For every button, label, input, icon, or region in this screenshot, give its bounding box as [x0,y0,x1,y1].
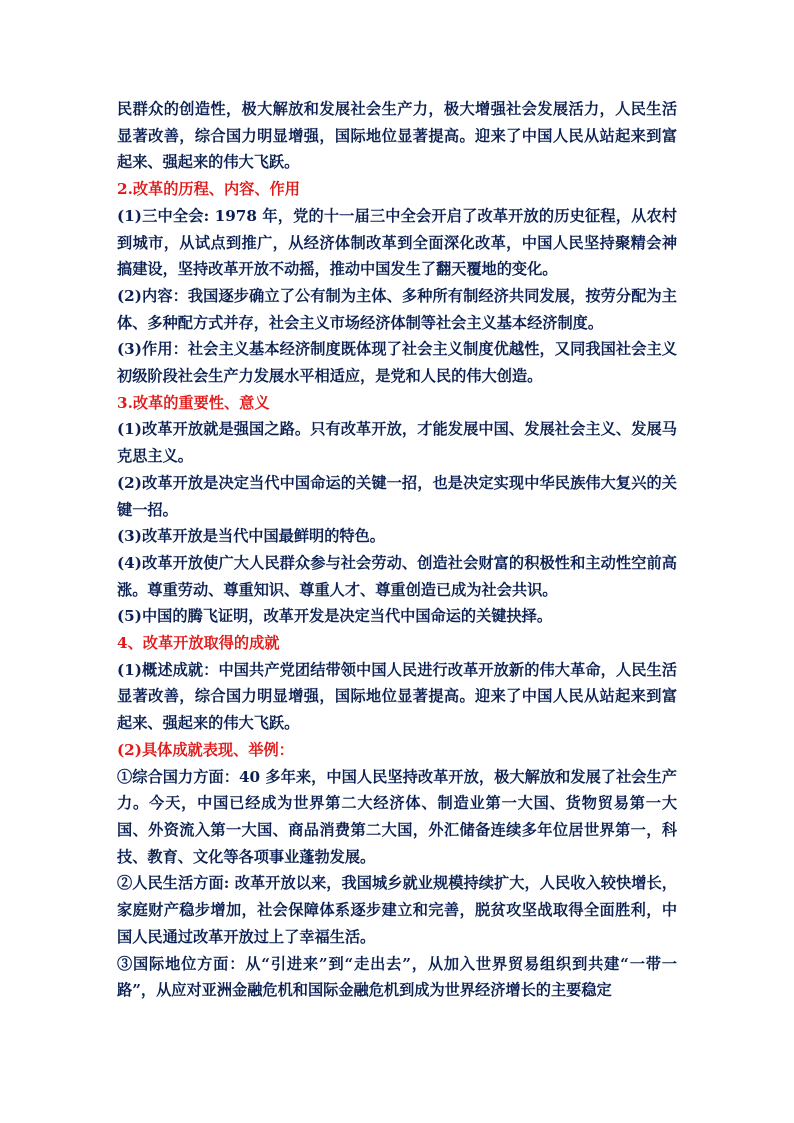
paragraph: (2)改革开放是决定当代中国命运的关键一招，也是决定实现中华民族伟大复兴的关键一招。 [117,473,677,519]
paragraph: ②人民生活方面: 改革开放以来，我国城乡就业规模持续扩大，人民收入较快增长，家庭财产稳步增加，社会保障体系逐步建立和完善，脱贫攻坚战取得全面胜利，中国人民通过改革开放过上了幸福生活。 [117,874,677,946]
paragraph: (4)改革开放使广大人民群众参与社会劳动、创造社会财富的积极性和主动性空前高涨。尊重劳动、尊重知识、尊重人才、尊重创造已成为社会共识。 [117,553,677,599]
section-heading: 3.改革的重要性、意义 [117,393,270,412]
section-heading: 2.改革的历程、内容、作用 [117,180,300,199]
paragraph: ③国际地位方面：从“引进来”到“走出去”，从加入世界贸易组织到共建“一带一路”，从应对亚洲金融危机和国际金融危机到成为世界经济增长的主要稳定 [117,954,677,1000]
paragraph: 民群众的创造性，极大解放和发展社会生产力，极大增强社会发展活力，人民生活显著改善，综合国力明显增强，国际地位显著提高。迎来了中国人民从站起来到富起来、强起来的伟大飞跃。 [117,100,677,172]
paragraph: (1)概述成就：中国共产党团结带领中国人民进行改革开放新的伟大革命，人民生活显著改善，综合国力明显增强，国际地位显著提高。迎来了中国人民从站起来到富起来、强起来的伟大飞跃。 [117,660,677,733]
paragraph: (5)中国的腾飞证明，改革开发是决定当代中国命运的关键抉择。 [117,607,553,626]
subsection-heading: (2)具体成就表现、举例： [117,740,294,759]
document-body [117,96,677,1004]
paragraph: (3)改革开放是当代中国最鲜明的特色。 [117,527,385,546]
paragraph: ①综合国力方面：40 多年来，中国人民坚持改革开放，极大解放和发展了社会生产力。今天，中国已经成为世界第二大经济体、制造业第一大国、货物贸易第一大国、外资流入第一大国、商品消费第二大国，外汇储备连续多年位居世界第一，科技、教育、文化等各项事业蓬勃发展。 [117,767,677,866]
section-heading: 4、改革开放取得的成就 [117,634,280,653]
paragraph: (1)三中全会: 1978 年，党的十一届三中全会开启了改革开放的历史征程，从农村到城市，从试点到推广，从经济体制改革到全面深化改革，中国人民坚持聚精会神搞建设，坚持改革开放不动摇，推动中国发生了翻天覆地的变化。 [117,206,677,279]
paragraph: (2)内容：我国逐步确立了公有制为主体、多种所有制经济共同发展，按劳分配为主体、多种配方式并存，社会主义市场经济体制等社会主义基本经济制度。 [117,286,677,332]
paragraph: (1)改革开放就是强国之路。只有改革开放，才能发展中国、发展社会主义、发展马克思主义。 [117,420,677,466]
paragraph: (3)作用：社会主义基本经济制度既体现了社会主义制度优越性，又同我国社会主义初级阶段社会生产力发展水平相适应，是党和人民的伟大创造。 [117,340,677,386]
